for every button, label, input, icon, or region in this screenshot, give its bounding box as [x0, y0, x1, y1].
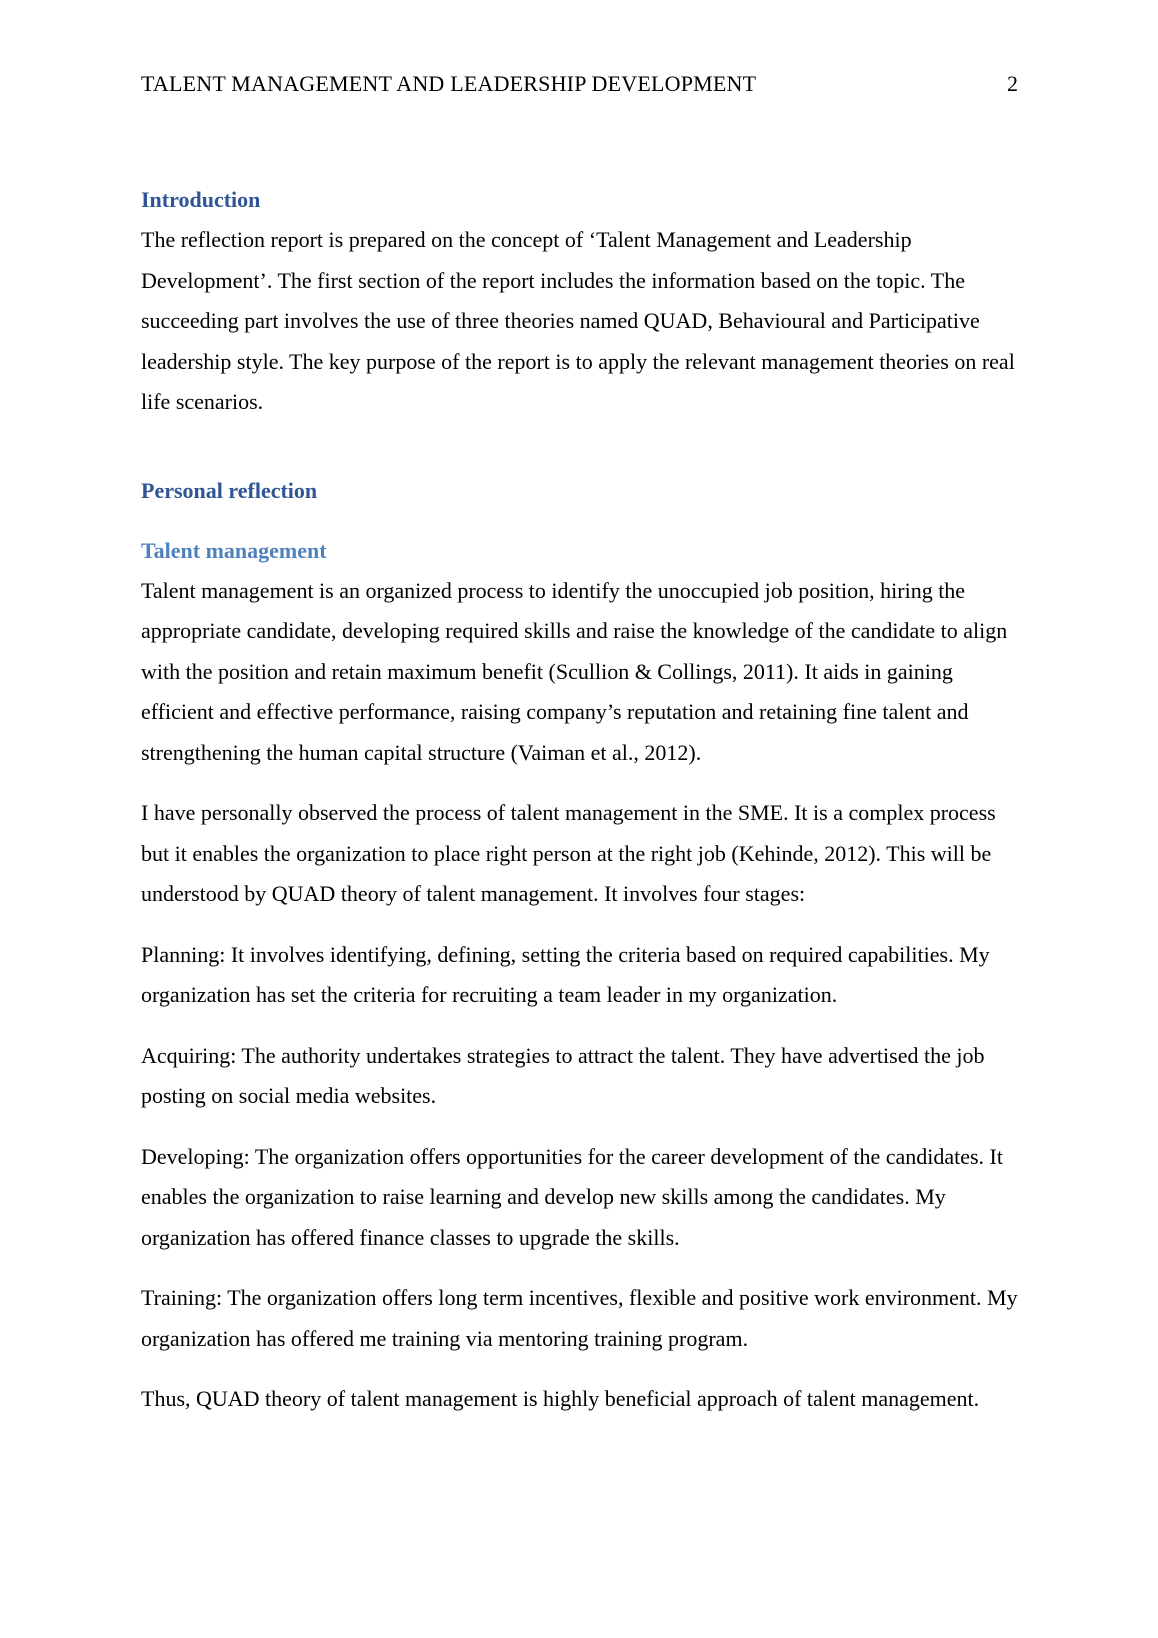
training-paragraph: Training: The organization offers long term incentives, flexible and positive work environment. My organization has offered me training via mentoring training program.: [141, 1285, 1018, 1351]
talent-management-paragraph-2: I have personally observed the process of talent management in the SME. It is a complex process but it enables the organization to place right person at the right job (Kehinde, 2012). This will be understood by QUAD theory of talent management. It involves four stages:: [141, 800, 996, 906]
personal-reflection-heading: Personal reflection: [141, 477, 318, 503]
introduction-heading: Introduction: [141, 187, 261, 212]
running-head-title: TALENT MANAGEMENT AND LEADERSHIP DEVELOPMENT: [141, 71, 757, 96]
acquiring-paragraph: Acquiring: The authority undertakes strategies to attract the talent. They have advertised the job posting on social media websites.: [141, 1042, 985, 1108]
page-number: 2: [1007, 71, 1018, 96]
developing-paragraph: Developing: The organization offers opportunities for the career development of the candidates. It enables the organization to raise learning and develop new skills among the candidates. My organization has offered finance classes to upgrade the skills.: [141, 1143, 1003, 1250]
talent-management-paragraph-1: Talent management is an organized process to identify the unoccupied job position, hiring the appropriate candidate, developing required skills and raise the knowledge of the candidate to align with the position and retain maximum benefit (Scullion & Collings, 2011). It aids in gaining efficient and effective performance, raising company’s reputation and retaining fine talent and strengthening the human capital structure (Vaiman et al., 2012).: [141, 577, 1008, 765]
running-head: [141, 68, 1018, 100]
introduction-paragraph: The reflection report is prepared on the concept of ‘Talent Management and Leadership Development’. The first section of the report includes the information based on the topic. The succeeding part involves the use of three theories named QUAD, Behavioural and Participative leadership style. The key purpose of the report is to apply the relevant management theories on real life scenarios.: [141, 227, 1015, 414]
planning-paragraph: Planning: It involves identifying, defining, setting the criteria based on required capabilities. My organization has set the criteria for recruiting a team leader in my organization.: [141, 941, 990, 1007]
conclusion-paragraph: Thus, QUAD theory of talent management is highly beneficial approach of talent management.: [141, 1386, 980, 1411]
talent-management-heading: Talent management: [141, 537, 327, 563]
document-body: [141, 180, 1026, 1420]
